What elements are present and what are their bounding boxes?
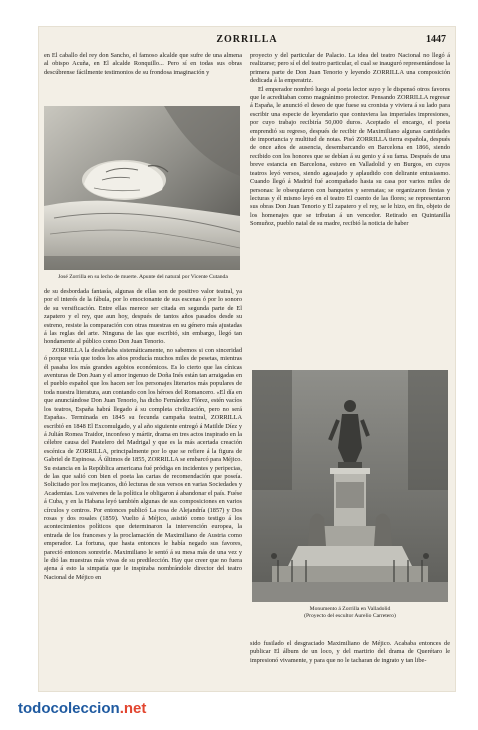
page-sheet xyxy=(38,26,456,692)
paragraph: sido fusilado el desgraciado Maximiliano de Méjico. Acababa entonces de publicar El álbum de un loco, y del martirio del drama de Querétaro le impresionó vivamente, y para que no le tacharan de ingrato y tan libe- xyxy=(250,640,450,664)
deathbed-caption: José Zorrilla en su lecho de muerte. Apunte del natural por Vicente Cutanda xyxy=(58,274,228,280)
page-header xyxy=(38,34,456,50)
monument-caption-title: Monumento á Zorrilla en Valladolid xyxy=(309,606,391,612)
column-left-bottom xyxy=(44,288,242,660)
monument-drawing xyxy=(252,370,448,602)
paragraph: de su desbordada fantasía, algunas de ellas son de positivo valor teatral, ya por el interés de la fábula, por lo emocionante de sus escenas ó por lo sonoro de su versificación. Entre ellas merece ser citada en segunda parte de El zapatero y el rey, que aun hoy, después de tantos años pasados desde su estreno, resiste la comparación con otras muestras en su género más ajustadas á las reglas del arte. Ninguna de las que escribió, sin embargo, llegó tan hondamente al público como Don Juan Tenorio. xyxy=(44,288,242,346)
page-number: 1447 xyxy=(426,34,446,45)
monument-caption-credit: (Proyecto del escultor Aurelio Carretero) xyxy=(304,613,396,619)
paragraph: proyecto y del particular de Palacio. La idea del teatro Nacional no llegó á realizarse; pero sí el del teatro particular, el cual se inauguró representándose la primera parte de Don Juan Tenorio y leyendo ZORRILLA una composición dedicada á la emperatriz. xyxy=(250,52,450,85)
watermark-suffix: .net xyxy=(119,700,147,717)
paragraph: El emperador nombró luego al poeta lector suyo y le dispensó otros favores que le acreditaban como magnánimo protector. Pensando ZORRILLA regresar á España, le anunció el deseo de que fuese su cronista y viviera á su lado para escribir una especie de leyendario que contuviera las imperiales impresiones, por cuyo trabajo recibiría 50,000 duros. Aceptado el encargo, el poeta emprendió su regreso, después de recibir de Maximiliano algunas cantidades de importancia y multitud de notas. Pisó ZORRILLA tierra española, después de once años de ausencia, desembarcando en Barcelona en 1866, siendo recibido con los honores que se debían á su genio y á su fama. Después de una breve estancia en Barcelona, estuvo en Valladolid y en Burgos, en cuyos teatros leyó versos, siendo agasajado y aplaudido con delirante entusiasmo. Cuando llegó á Madrid fué acompañado hasta su casa por varios miles de personas: le obsequiaron con banquetes y serenatas; se organizaron fiestas y lecturas y él mismo leyó en el teatro El cuento de las flores; se representaron sus obras Don Juan Tenorio y El zapatero y el rey, se le hizo, en fin, objeto de los homenajes que se tributan á un vencedor. Retirado en Quintanilla Somuñoz, pueblo natal de su madre, recibió la noticia de haber xyxy=(250,85,450,228)
column-left-top xyxy=(44,52,242,104)
monument-caption xyxy=(252,606,448,620)
paragraph: en El caballo del rey don Sancho, el famoso alcalde que sufre de una almena al obispo Acuña, en El alcalde Ronquillo... Pero sí en todas sus obras descúbrense fácilmente testimonios de su frondosa imaginación y xyxy=(44,52,242,76)
column-right-bottom xyxy=(250,640,450,690)
column-right-top xyxy=(250,52,450,366)
running-title: ZORRILLA xyxy=(216,34,278,45)
paragraph: ZORRILLA la desdeñaba sistemáticamente, no sabemos si con sinceridad ó porque veía que todos los años producía muchos miles de pesetas, mientras él pasaba los más grandes agobios económicos. Es lo cierto que las cínicas aventuras de Don Juan y el amor ingenuo de Doña Inés están tan arraigadas en el pueblo español que los hacen ser los personajes literarios más populares de toda nuestra literatura, aun contando con los héroes del Romancero. «El día en que anunciándose Don Juan Tenorio, ha dicho Fernández Flórez, estén vacíos los teatros, España habrá llegado á su completa civilización, pero no será España». Terminada en 1845 su fecunda campaña teatral, ZORRILLA escribió en 1848 El Excomulgado, y al año siguiente entregó á Matilde Díez y á Julián Romea Traidor, inconfeso y mártir, drama en tres actos inspirado en la célebre causa del Pastelero del Madrigal y que es la más acertada creación escénica de ZORRILLA, principalmente por lo que se refiere á la figura de Gabriel de Espinosa. Á últimos de 1855, ZORRILLA se embarcó para Méjico. Su estancia en la República americana fué pródiga en incidentes y peripecias, de las que salió con bien el poeta las cartas de recomendación que poseía. Solicitado por los mejicanos, dió lecturas de sus versos en varias Sociedades y Academias. Los vaivenes de la política le obligaron á abandonar el país. Fuése á Cuba, y en la Habana leyó también algunas de sus composiciones en varios círculos y centros. Por entonces publicó La rosa de Alejandría (1857) y Dos rosas y dos rosales (1859). Vuelto á Méjico, asistió como testigo á los acontecimientos políticos que determinaron la intervención europea, la entrada de los franceses y la proclamación de Maximiliano de Austria como emperador. La fortuna, que hasta entonces le había negado sus favores, pareció entonces sonreirle. Maximiliano le sentó á su mesa más de una vez y le dió las muestras más vivas de su predilección. Hay que creer que no fuera ajena á esto la simpatía que le inspiraba nombrándole director del teatro Nacional de Méjico en xyxy=(44,346,242,581)
watermark-brand: todocoleccion xyxy=(18,700,120,717)
site-watermark xyxy=(18,700,146,717)
deathbed-illustration xyxy=(44,106,240,270)
deathbed-drawing xyxy=(44,106,240,270)
monument-photograph xyxy=(252,370,448,602)
